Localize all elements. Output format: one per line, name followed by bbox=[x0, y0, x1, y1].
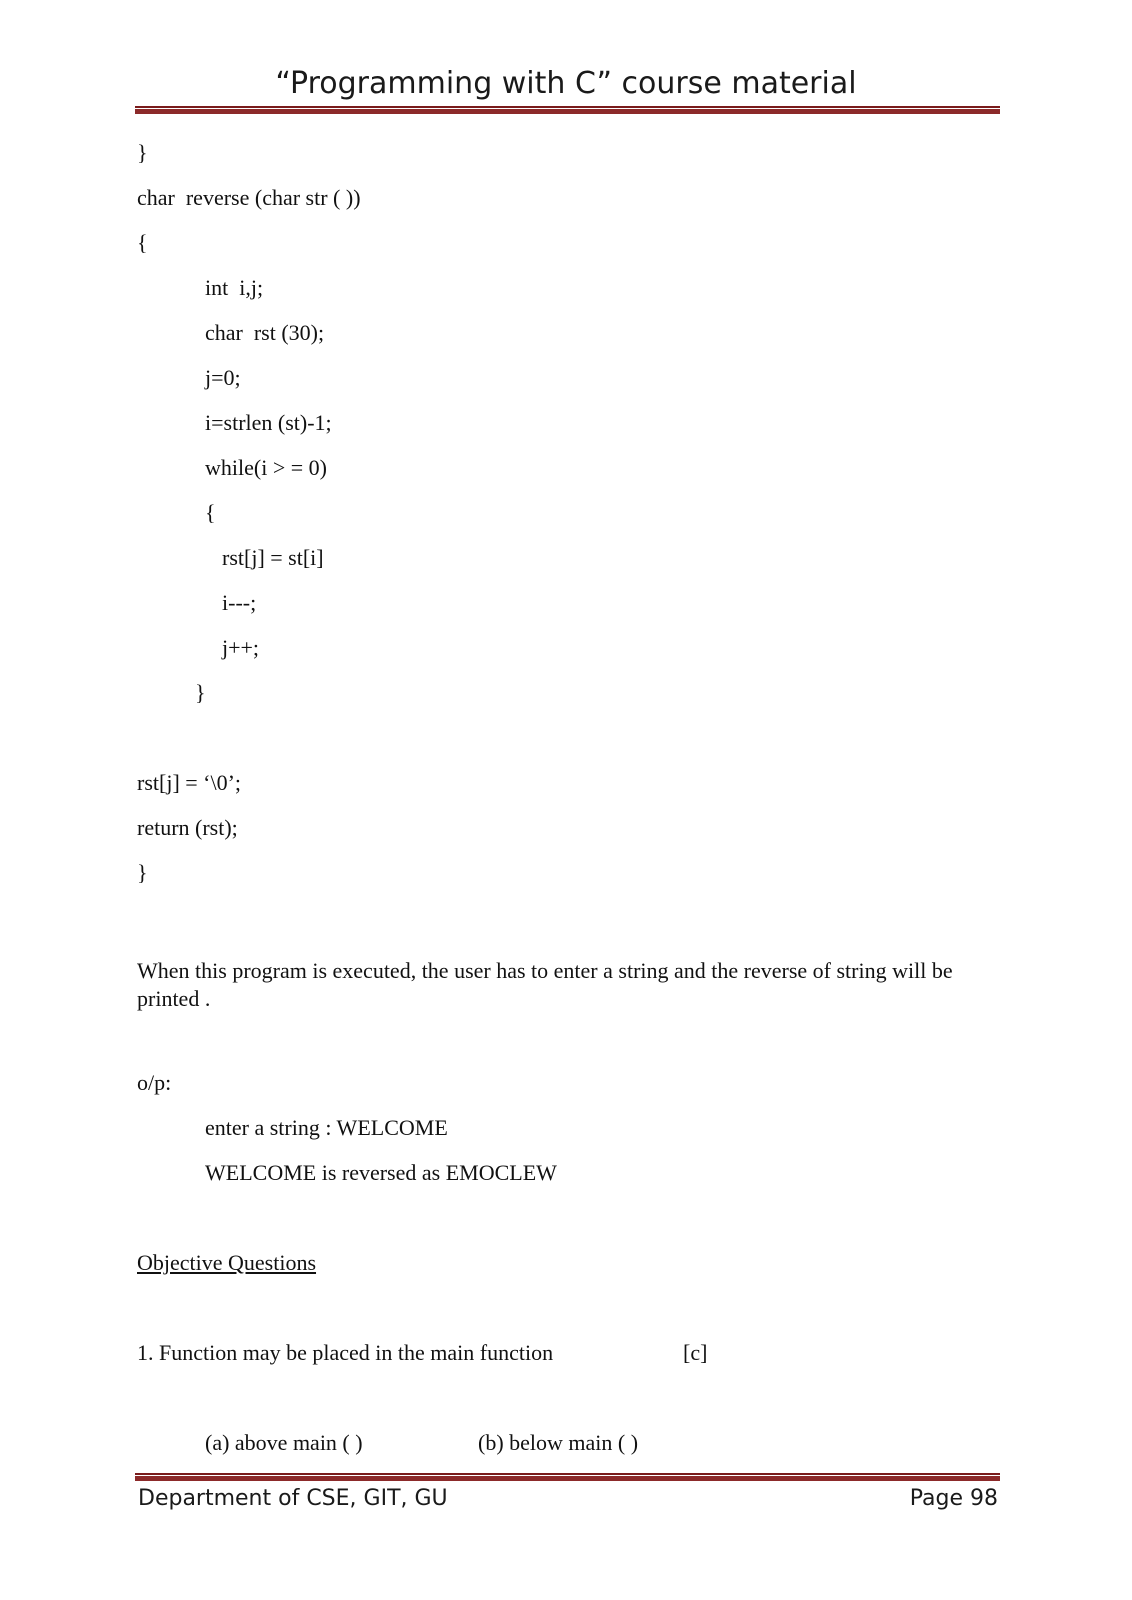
option-b: (b) below main ( ) bbox=[478, 1430, 639, 1455]
option-a: (a) above main ( ) bbox=[205, 1430, 363, 1455]
code-line: j++; bbox=[222, 635, 260, 660]
code-line: int i,j; bbox=[205, 275, 264, 300]
code-line: j=0; bbox=[205, 365, 241, 390]
code-line: i=strlen (st)-1; bbox=[205, 410, 332, 435]
code-line: char reverse (char str ( )) bbox=[137, 185, 361, 210]
description-paragraph: When this program is executed, the user has to enter a string and the reverse of string will be printed . bbox=[137, 958, 953, 1011]
code-line: { bbox=[137, 230, 148, 255]
footer-department: Department of CSE, GIT, GU bbox=[138, 1486, 448, 1511]
code-line: } bbox=[137, 140, 148, 165]
output-line: WELCOME is reversed as EMOCLEW bbox=[205, 1160, 557, 1185]
code-line: while(i > = 0) bbox=[205, 455, 327, 480]
code-line: return (rst); bbox=[137, 815, 238, 840]
code-line: } bbox=[137, 860, 148, 885]
page-header-title: “Programming with C” course material bbox=[275, 66, 857, 101]
code-line: rst[j] = ‘\0’; bbox=[137, 770, 242, 795]
question-text: 1. Function may be placed in the main function bbox=[137, 1340, 554, 1365]
code-line: i---; bbox=[222, 590, 257, 615]
footer-page-number: Page 98 bbox=[909, 1486, 998, 1511]
output-label: o/p: bbox=[137, 1070, 172, 1095]
footer-rule bbox=[135, 1473, 1000, 1481]
objective-heading: Objective Questions bbox=[137, 1250, 317, 1275]
header-rule bbox=[135, 106, 1000, 114]
code-line: char rst (30); bbox=[205, 320, 325, 345]
output-line: enter a string : WELCOME bbox=[205, 1115, 448, 1140]
code-line: rst[j] = st[i] bbox=[222, 545, 324, 570]
code-line: } bbox=[195, 680, 206, 705]
question-answer: [c] bbox=[683, 1340, 708, 1365]
code-line: { bbox=[205, 500, 216, 525]
